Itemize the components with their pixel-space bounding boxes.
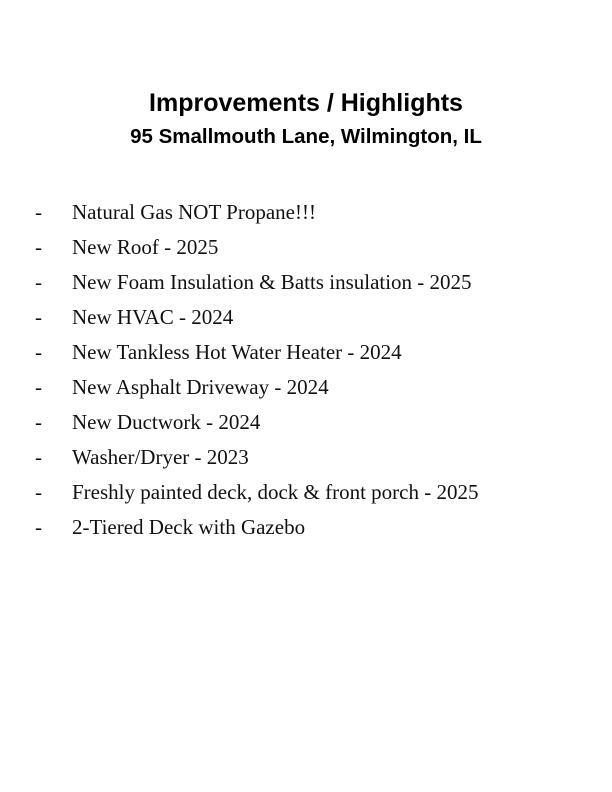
- list-item-text: 2-Tiered Deck with Gazebo: [72, 515, 306, 539]
- page-title: Improvements / Highlights: [149, 89, 463, 117]
- bullet-dash: -: [35, 235, 42, 259]
- property-address: 95 Smallmouth Lane, Wilmington, IL: [130, 125, 482, 148]
- bullet-dash: -: [35, 480, 42, 504]
- list-item-text: New Asphalt Driveway - 2024: [72, 375, 329, 399]
- list-item-text: Washer/Dryer - 2023: [72, 445, 249, 469]
- bullet-dash: -: [35, 270, 42, 294]
- list-item: [0, 441, 612, 476]
- list-item: [0, 371, 612, 406]
- bullet-dash: -: [35, 410, 42, 434]
- list-item-text: New HVAC - 2024: [72, 305, 234, 329]
- list-item: [0, 336, 612, 371]
- list-item-text: Freshly painted deck, dock & front porch - 2025: [72, 480, 479, 504]
- list-item-text: Natural Gas NOT Propane!!!: [72, 200, 316, 224]
- list-item: [0, 196, 612, 231]
- list-item: [0, 511, 612, 546]
- list-item-text: New Foam Insulation & Batts insulation - 2025: [72, 270, 472, 294]
- bullet-dash: -: [35, 340, 42, 364]
- bullet-dash: -: [35, 305, 42, 329]
- list-item: [0, 476, 612, 511]
- list-item: [0, 231, 612, 266]
- list-item-text: New Ductwork - 2024: [72, 410, 261, 434]
- bullet-dash: -: [35, 375, 42, 399]
- list-item: [0, 406, 612, 441]
- list-item: [0, 266, 612, 301]
- list-item: [0, 301, 612, 336]
- highlights-list: [0, 196, 612, 546]
- list-item-text: New Tankless Hot Water Heater - 2024: [72, 340, 402, 364]
- list-item-text: New Roof - 2025: [72, 235, 219, 259]
- bullet-dash: -: [35, 515, 42, 539]
- bullet-dash: -: [35, 200, 42, 224]
- bullet-dash: -: [35, 445, 42, 469]
